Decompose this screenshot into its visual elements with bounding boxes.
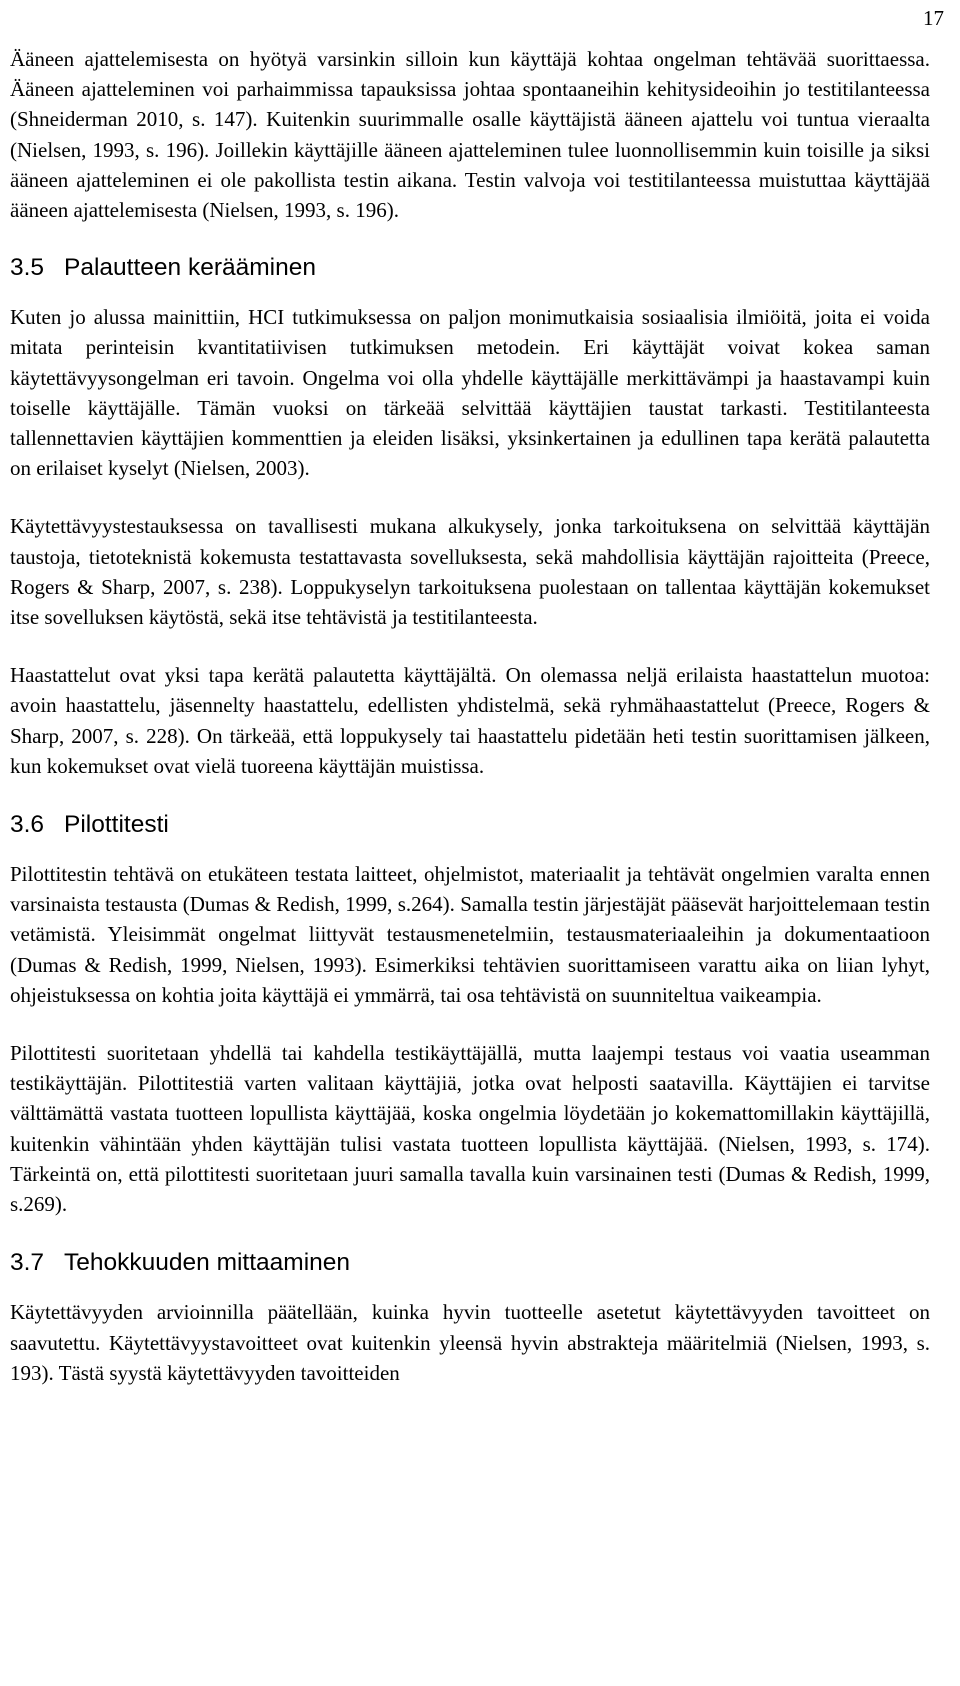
- section-3-5-paragraph-2: Käytettävyystestauksessa on tavallisesti mukana alkukysely, jonka tarkoituksena on selvittää käyttäjän taustoja, tietoteknistä kokemusta testattavasta sovelluksesta, sekä mahdollisia käyttäjän rajoitteita (Preece, Rogers & Sharp, 2007, s. 238). Loppukyselyn tarkoituksena puolestaan on tallentaa käyttäjän kokemukset itse sovelluksen käytöstä, sekä itse tehtävistä ja testitilanteesta.: [10, 514, 930, 630]
- section-3-6-paragraph-2: Pilottitesti suoritetaan yhdellä tai kahdella testikäyttäjällä, mutta laajempi testaus voi vaatia useamman testikäyttäjän. Pilottitestiä varten valitaan käyttäjiä, jotka ovat helposti saatavilla. Käyttäjien ei tarvitse välttämättä vastata tuotteen lopullista käyttäjää, koska ongelmia löydetään jo kokemattomillakin käyttäjillä, kuitenkin vähintään yhden käyttäjän tulisi vastata tuotteen lopullista käyttäjää. (Nielsen, 1993, s. 174). Tärkeintä on, että pilottitesti suoritetaan juuri samalla tavalla kuin varsinainen testi (Dumas & Redish, 1999, s.269).: [10, 1041, 930, 1217]
- section-title: Pilottitesti: [64, 811, 169, 839]
- section-title: Tehokkuuden mittaaminen: [64, 1249, 351, 1277]
- section-number: 3.6: [10, 811, 45, 839]
- section-number: 3.7: [10, 1249, 45, 1277]
- section-heading-3-5: [10, 252, 930, 284]
- section-heading-3-6: [10, 809, 930, 841]
- document-body: [10, 44, 930, 1388]
- section-3-5-paragraph-3: Haastattelut ovat yksi tapa kerätä palautetta käyttäjältä. On olemassa neljä erilaista haastattelun muotoa: avoin haastattelu, jäsennelty haastattelu, edellisten yhdistelmä, sekä ryhmähaastattelut (Preece, Rogers & Sharp, 2007, s. 228). On tärkeää, että loppukysely tai haastattelu pidetään heti testin suorittamisen jälkeen, kun kokemukset ovat vielä tuoreena käyttäjän muistissa.: [10, 663, 930, 778]
- page-number: 17: [923, 6, 944, 30]
- section-number: 3.5: [10, 254, 45, 282]
- section-3-6-paragraph-1: Pilottitestin tehtävä on etukäteen testata laitteet, ohjelmistot, materiaalit ja tehtävät ongelmien varalta ennen varsinaista testausta (Dumas & Redish, 1999, s.264). Samalla testin järjestäjät pääsevät harjoittelemaan testin vetämistä. Yleisimmät ongelmat liittyvät testausmenetelmiin, testausmateriaaleihin ja dokumentaatioon (Dumas & Redish, 1999, Nielsen, 1993). Esimerkiksi tehtävien suorittamiseen varattu aika on liian lyhyt, ohjeistuksessa on kohtia joita käyttäjä ei ymmärrä, tai osa tehtävistä on suunniteltua vaikeampia.: [10, 862, 930, 1007]
- section-3-5-paragraph-1: Kuten jo alussa mainittiin, HCI tutkimuksessa on paljon monimutkaisia sosiaalisia ilmiöitä, joita ei voida mitata perinteisin kvantitatiivisen tutkimuksen metodein. Eri käyttäjät voivat kokea saman käytettävyysongelman eri tavoin. Ongelma voi olla yhdelle käyttäjälle merkittävämpi ja haastavampi kuin toiselle käyttäjälle. Tämän vuoksi on tärkeää selvittää käyttäjien taustat tarkasti. Testitilanteesta tallennettavien käyttäjien kommenttien ja eleiden lisäksi, yksinkertainen ja edullinen tapa kerätä palautetta on erilaiset kyselyt (Nielsen, 2003).: [10, 305, 930, 481]
- section-heading-3-7: [10, 1247, 930, 1279]
- section-3-7-paragraph-1: Käytettävyyden arvioinnilla päätellään, kuinka hyvin tuotteelle asetetut käytettävyyden tavoitteet on saavutettu. Käytettävyystavoitteet ovat kuitenkin yleensä hyvin abstrakteja määritelmiä (Nielsen, 1993, s. 193). Tästä syystä käytettävyyden tavoitteiden: [10, 1300, 930, 1385]
- intro-paragraph: Ääneen ajattelemisesta on hyötyä varsinkin silloin kun käyttäjä kohtaa ongelman tehtävää suorittaessa. Ääneen ajatteleminen voi parhaimmissa tapauksissa johtaa spontaaneihin kehitysideoihin jo testitilanteessa (Shneiderman 2010, s. 147). Kuitenkin suurimmalle osalle käyttäjistä ääneen ajattelu voi tuntua vieraalta (Nielsen, 1993, s. 196). Joillekin käyttäjille ääneen ajatteleminen tulee luonnollisemmin kuin toisille ja siksi ääneen ajatteleminen ei ole pakollista testin aikana. Testin valvoja voi testitilanteessa muistuttaa käyttäjää ääneen ajattelemisesta (Nielsen, 1993, s. 196).: [10, 47, 930, 223]
- section-title: Palautteen kerääminen: [64, 254, 316, 282]
